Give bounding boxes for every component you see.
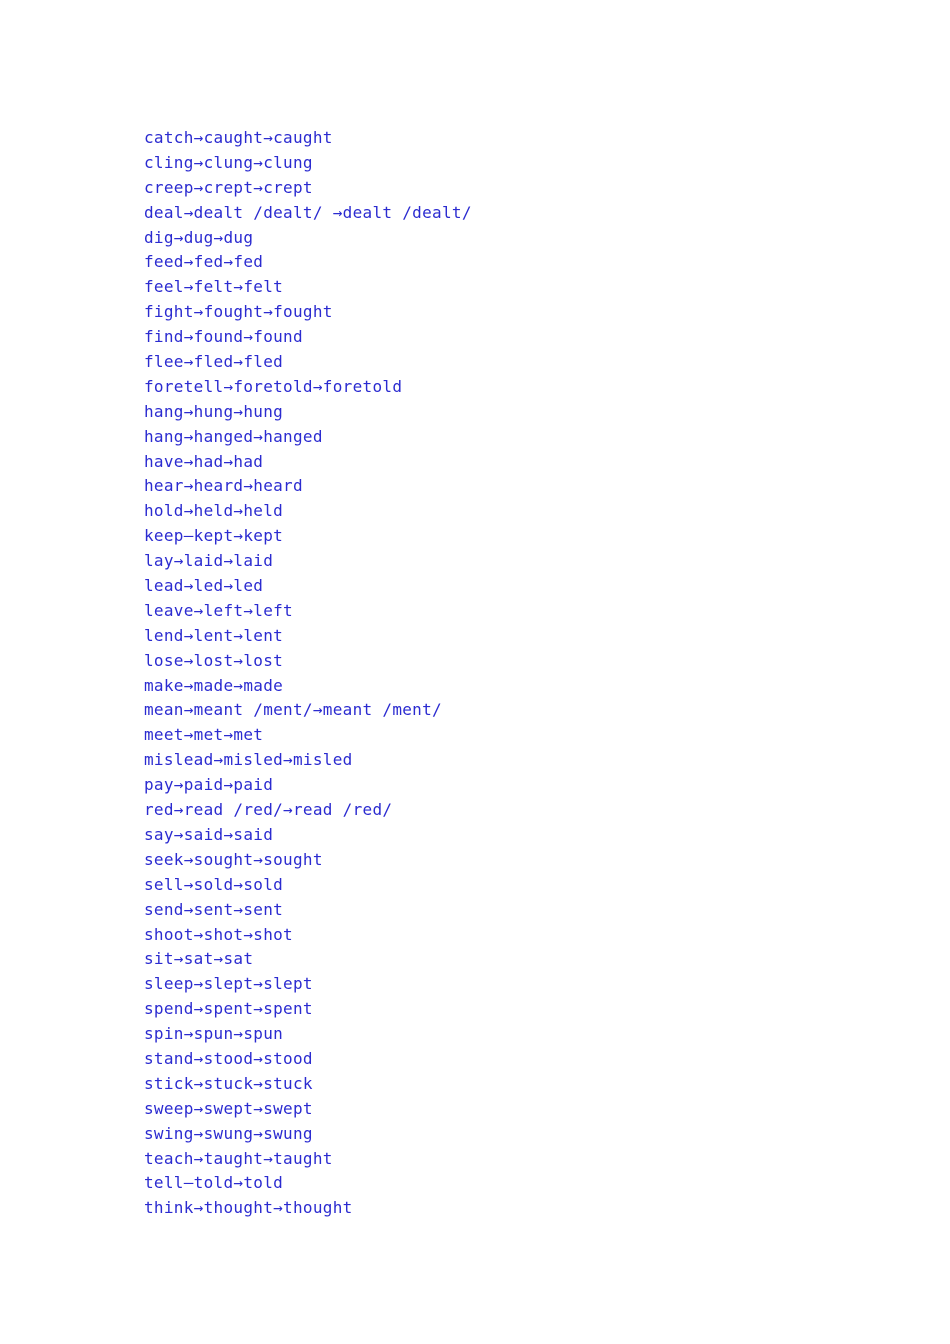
verb-line: pay→paid→paid: [144, 775, 274, 795]
verb-line: mislead→misled→misled: [144, 750, 353, 770]
verb-line: deal→dealt /dealt/ →dealt /dealt/: [144, 202, 472, 222]
verb-line: sweep→swept→swept: [144, 1098, 313, 1118]
verb-line: find→found→found: [144, 327, 303, 347]
verb-line: sell→sold→sold: [144, 874, 284, 894]
verb-line: cling→clung→clung: [144, 152, 313, 172]
verb-line: send→sent→sent: [144, 899, 284, 919]
verb-line: keep—kept→kept: [144, 526, 284, 546]
verb-line: red→read /red/→read /red/: [144, 800, 393, 820]
verb-line: creep→crept→crept: [144, 177, 313, 197]
verb-line: spend→spent→spent: [144, 999, 313, 1019]
verb-line: mean→meant /ment/→meant /ment/: [144, 700, 442, 720]
verb-line: leave→left→left: [144, 600, 293, 620]
verb-line: lay→laid→laid: [144, 551, 274, 571]
verb-line: feed→fed→fed: [144, 252, 264, 272]
verb-line: hold→held→held: [144, 501, 284, 521]
verb-line: lead→led→led: [144, 576, 264, 596]
verb-line: teach→taught→taught: [144, 1148, 333, 1168]
verb-line: swing→swung→swung: [144, 1123, 313, 1143]
verb-line: hang→hanged→hanged: [144, 426, 323, 446]
verb-line: catch→caught→caught: [144, 128, 333, 147]
verb-line: hang→hung→hung: [144, 401, 284, 421]
verb-line: seek→sought→sought: [144, 849, 323, 869]
verb-line: meet→met→met: [144, 725, 264, 745]
verb-line: hear→heard→heard: [144, 476, 303, 496]
verb-line: foretell→foretold→foretold: [144, 376, 403, 396]
verb-line: make→made→made: [144, 675, 284, 695]
irregular-verb-list: [144, 126, 472, 1221]
verb-line: say→said→said: [144, 824, 274, 844]
verb-line: shoot→shot→shot: [144, 924, 293, 944]
verb-line: dig→dug→dug: [144, 227, 254, 247]
verb-line: feel→felt→felt: [144, 277, 284, 297]
verb-line: lend→lent→lent: [144, 625, 284, 645]
verb-line: lose→lost→lost: [144, 650, 284, 670]
verb-line: flee→fled→fled: [144, 352, 284, 372]
verb-line: sleep→slept→slept: [144, 974, 313, 994]
verb-line: stand→stood→stood: [144, 1048, 313, 1068]
verb-line: sit→sat→sat: [144, 949, 254, 969]
verb-line: tell—told→told: [144, 1173, 284, 1193]
verb-line: stick→stuck→stuck: [144, 1073, 313, 1093]
verb-line: fight→fought→fought: [144, 302, 333, 322]
verb-line: spin→spun→spun: [144, 1024, 284, 1044]
verb-line: have→had→had: [144, 451, 264, 471]
verb-line: think→thought→thought: [144, 1198, 353, 1218]
